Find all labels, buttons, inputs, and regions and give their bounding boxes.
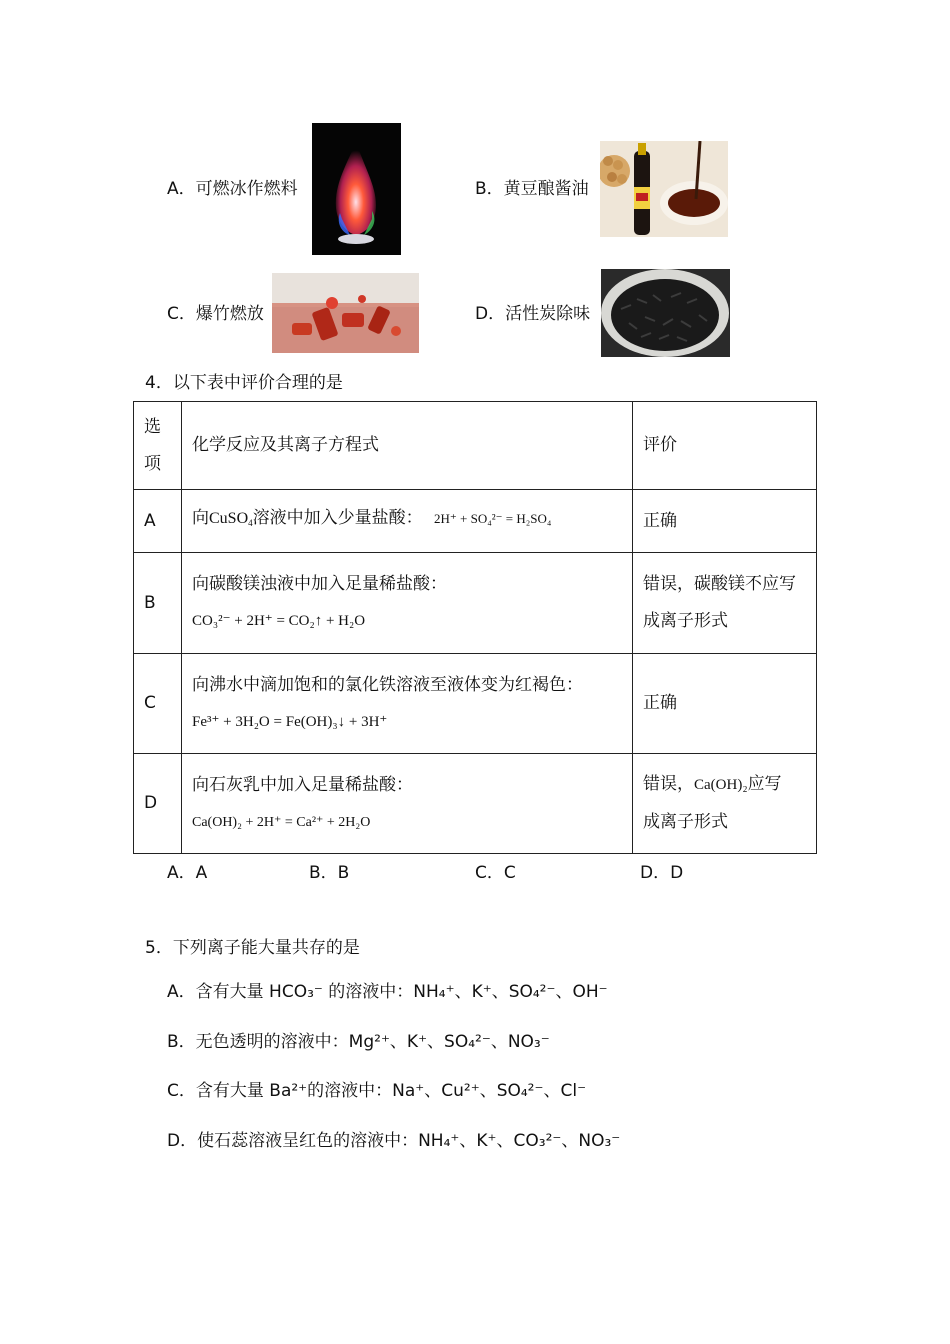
table-row xyxy=(134,654,817,754)
header-evaluation: 评价 xyxy=(633,402,817,490)
evaluation-line1 xyxy=(643,766,806,804)
option-ions: NH₄⁺、K⁺、SO₄²⁻、OH⁻ xyxy=(413,982,608,1002)
header-reaction: 化学反应及其离子方程式 xyxy=(182,402,633,490)
q3-option-c xyxy=(167,302,264,326)
evaluation-line1: 错误，碳酸镁不应写 xyxy=(643,574,796,594)
ionic-equation: CO₃²⁻ + 2H⁺ = CO₂↑ + H₂O xyxy=(192,613,366,629)
ionic-equation: Fe³⁺ + 3H₂O = Fe(OH)₃↓ + 3H⁺ xyxy=(192,713,388,730)
formula-sub: 4 xyxy=(248,518,253,528)
option-letter: A． xyxy=(167,982,196,1002)
question-5-stem xyxy=(145,936,360,960)
row-reaction xyxy=(182,654,633,754)
soy-sauce-photo xyxy=(600,141,728,237)
option-letter: A． xyxy=(167,179,196,199)
option-text: 活性炭除味 xyxy=(505,304,591,324)
flame-icon xyxy=(312,123,401,255)
table-row xyxy=(134,490,817,553)
q4-choice-d xyxy=(640,861,683,885)
row-reaction xyxy=(182,754,633,854)
firecracker-icon xyxy=(272,273,419,353)
option-condition: 使石蕊溶液呈红色的溶液中： xyxy=(197,1131,419,1151)
question-text: 下列离子能大量共存的是 xyxy=(172,938,360,958)
option-condition: 无色透明的溶液中： xyxy=(195,1032,349,1052)
q4-choice-c xyxy=(475,861,516,885)
option-ions: Mg²⁺、K⁺、SO₄²⁻、NO₃⁻ xyxy=(348,1032,550,1052)
choice-text: B xyxy=(337,863,350,883)
evaluation-formula: Ca(OH)₂ xyxy=(694,777,748,793)
option-text: 黄豆酿酱油 xyxy=(503,179,589,199)
question-text: 以下表中评价合理的是 xyxy=(172,373,343,393)
q5-option-d xyxy=(167,1129,620,1153)
row-option: B xyxy=(134,553,182,654)
table-header-row xyxy=(134,402,817,490)
q3-option-d xyxy=(475,302,590,326)
evaluation-text: 错误， xyxy=(643,774,694,794)
q5-option-a xyxy=(167,980,608,1004)
q4-choice-a xyxy=(167,861,207,885)
reaction-text: 向 xyxy=(192,508,209,528)
reaction-formula xyxy=(209,510,253,527)
option-ions: NH₄⁺、K⁺、CO₃²⁻、NO₃⁻ xyxy=(418,1131,621,1151)
option-condition: 含有大量 HCO₃⁻ 的溶液中： xyxy=(195,982,414,1002)
q3-option-b xyxy=(475,177,589,201)
formula-main: CuSO xyxy=(209,510,249,527)
option-ions: Na⁺、Cu²⁺、SO₄²⁻、Cl⁻ xyxy=(392,1081,587,1101)
option-letter: B． xyxy=(475,179,504,199)
choice-text: D xyxy=(670,863,684,883)
header-option-line1: 选 xyxy=(144,416,161,437)
header-option-line2: 项 xyxy=(144,453,161,474)
evaluation-table xyxy=(133,401,817,854)
row-reaction xyxy=(182,553,633,654)
row-evaluation xyxy=(633,754,817,854)
header-option xyxy=(134,402,182,490)
option-text: 爆竹燃放 xyxy=(195,304,264,324)
option-letter: D． xyxy=(475,304,506,324)
row-option: D xyxy=(134,754,182,854)
choice-text: A xyxy=(195,863,208,883)
row-evaluation: 正确 xyxy=(633,654,817,754)
option-letter: B． xyxy=(167,1032,196,1052)
choice-letter: D． xyxy=(640,863,671,883)
q5-option-c xyxy=(167,1079,586,1103)
evaluation-line2: 成离子形式 xyxy=(643,812,728,832)
question-4-stem xyxy=(145,371,343,395)
evaluation-line2: 成离子形式 xyxy=(643,611,728,631)
choice-text: C xyxy=(503,863,516,883)
activated-carbon-photo xyxy=(601,269,730,357)
option-text: 可燃冰作燃料 xyxy=(195,179,298,199)
table-row xyxy=(134,754,817,854)
ionic-equation: 2H⁺ + SO₄²⁻ = H₂SO₄ xyxy=(434,511,552,526)
question-number: 4． xyxy=(145,373,173,393)
row-evaluation xyxy=(633,553,817,654)
option-condition: 含有大量 Ba²⁺的溶液中： xyxy=(195,1081,393,1101)
choice-letter: C． xyxy=(475,863,504,883)
q4-choice-b xyxy=(309,861,349,885)
reaction-text: 向碳酸镁浊液中加入足量稀盐酸： xyxy=(192,574,447,594)
option-letter: D． xyxy=(167,1131,198,1151)
reaction-text: 向石灰乳中加入足量稀盐酸： xyxy=(192,774,413,795)
activated-carbon-icon xyxy=(601,269,730,357)
table-row xyxy=(134,553,817,654)
row-evaluation: 正确 xyxy=(633,490,817,553)
firecracker-photo xyxy=(272,273,419,353)
row-option: A xyxy=(134,490,182,553)
soy-sauce-icon xyxy=(600,141,728,237)
evaluation-text: 应写 xyxy=(747,774,782,794)
flame-photo xyxy=(312,123,401,255)
option-letter: C． xyxy=(167,1081,196,1101)
row-option: C xyxy=(134,654,182,754)
question-number: 5． xyxy=(145,938,173,958)
row-reaction xyxy=(182,490,633,553)
option-letter: C． xyxy=(167,304,196,324)
reaction-text: 溶液中加入少量盐酸： xyxy=(252,508,423,528)
choice-letter: B． xyxy=(309,863,338,883)
reaction-text: 向沸水中滴加饱和的氯化铁溶液至液体变为红褐色： xyxy=(192,674,583,695)
q3-option-a xyxy=(167,177,298,201)
choice-letter: A． xyxy=(167,863,196,883)
ionic-equation: Ca(OH)₂ + 2H⁺ = Ca²⁺ + 2H₂O xyxy=(192,814,371,830)
q5-option-b xyxy=(167,1030,550,1054)
